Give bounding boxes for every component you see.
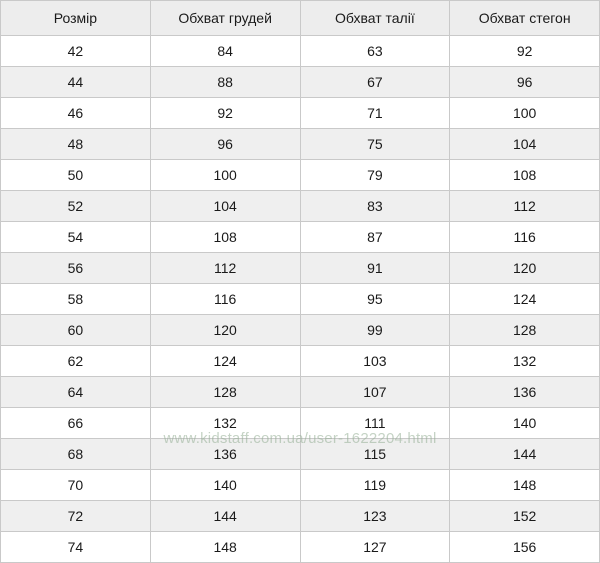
column-header-hips: Обхват стегон [450,1,600,36]
table-row [1,315,600,346]
cell-hips: 116 [450,222,600,253]
cell-size: 70 [1,470,151,501]
cell-hips: 92 [450,36,600,67]
table-row [1,377,600,408]
cell-waist: 107 [300,377,450,408]
cell-size: 68 [1,439,151,470]
cell-waist: 83 [300,191,450,222]
cell-chest: 112 [150,253,300,284]
cell-hips: 132 [450,346,600,377]
cell-hips: 120 [450,253,600,284]
cell-chest: 124 [150,346,300,377]
watermark-text: www.kidstaff.com.ua/user-1622204.html [163,430,437,447]
cell-waist: 67 [300,67,450,98]
cell-size: 72 [1,501,151,532]
cell-chest: 84 [150,36,300,67]
table-row [1,470,600,501]
table-row [1,222,600,253]
cell-hips: 104 [450,129,600,160]
cell-chest: 148 [150,532,300,563]
cell-size: 64 [1,377,151,408]
table-row [1,253,600,284]
cell-chest: 128 [150,377,300,408]
table-row [1,160,600,191]
cell-size: 74 [1,532,151,563]
table-body [1,36,600,563]
table-row [1,98,600,129]
cell-hips: 128 [450,315,600,346]
cell-size: 48 [1,129,151,160]
cell-hips: 124 [450,284,600,315]
column-header-chest: Обхват грудей [150,1,300,36]
table-row [1,501,600,532]
cell-size: 46 [1,98,151,129]
table-row [1,439,600,470]
table-row [1,284,600,315]
cell-chest: 108 [150,222,300,253]
cell-chest: 116 [150,284,300,315]
cell-chest: 140 [150,470,300,501]
table-row [1,36,600,67]
cell-hips: 108 [450,160,600,191]
table-row [1,67,600,98]
cell-chest: 120 [150,315,300,346]
cell-hips: 112 [450,191,600,222]
cell-waist: 127 [300,532,450,563]
cell-hips: 144 [450,439,600,470]
cell-size: 60 [1,315,151,346]
cell-size: 66 [1,408,151,439]
cell-waist: 75 [300,129,450,160]
cell-waist: 103 [300,346,450,377]
cell-hips: 148 [450,470,600,501]
cell-hips: 96 [450,67,600,98]
cell-waist: 63 [300,36,450,67]
cell-hips: 156 [450,532,600,563]
table-header-row [1,1,600,36]
cell-waist: 119 [300,470,450,501]
column-header-size: Розмір [1,1,151,36]
cell-waist: 87 [300,222,450,253]
table-header [1,1,600,36]
cell-waist: 95 [300,284,450,315]
cell-hips: 100 [450,98,600,129]
table-row [1,408,600,439]
cell-chest: 96 [150,129,300,160]
cell-size: 58 [1,284,151,315]
cell-chest: 92 [150,98,300,129]
cell-chest: 132 [150,408,300,439]
table-row [1,346,600,377]
cell-waist: 79 [300,160,450,191]
cell-chest: 104 [150,191,300,222]
cell-size: 56 [1,253,151,284]
cell-waist: 115 [300,439,450,470]
cell-chest: 136 [150,439,300,470]
cell-hips: 140 [450,408,600,439]
cell-hips: 136 [450,377,600,408]
cell-hips: 152 [450,501,600,532]
cell-size: 52 [1,191,151,222]
table-row [1,129,600,160]
cell-waist: 91 [300,253,450,284]
cell-waist: 111 [300,408,450,439]
column-header-waist: Обхват талії [300,1,450,36]
cell-chest: 144 [150,501,300,532]
cell-waist: 71 [300,98,450,129]
cell-chest: 88 [150,67,300,98]
cell-waist: 123 [300,501,450,532]
cell-size: 54 [1,222,151,253]
cell-size: 50 [1,160,151,191]
cell-size: 62 [1,346,151,377]
cell-size: 44 [1,67,151,98]
cell-chest: 100 [150,160,300,191]
cell-size: 42 [1,36,151,67]
cell-waist: 99 [300,315,450,346]
table-row [1,191,600,222]
